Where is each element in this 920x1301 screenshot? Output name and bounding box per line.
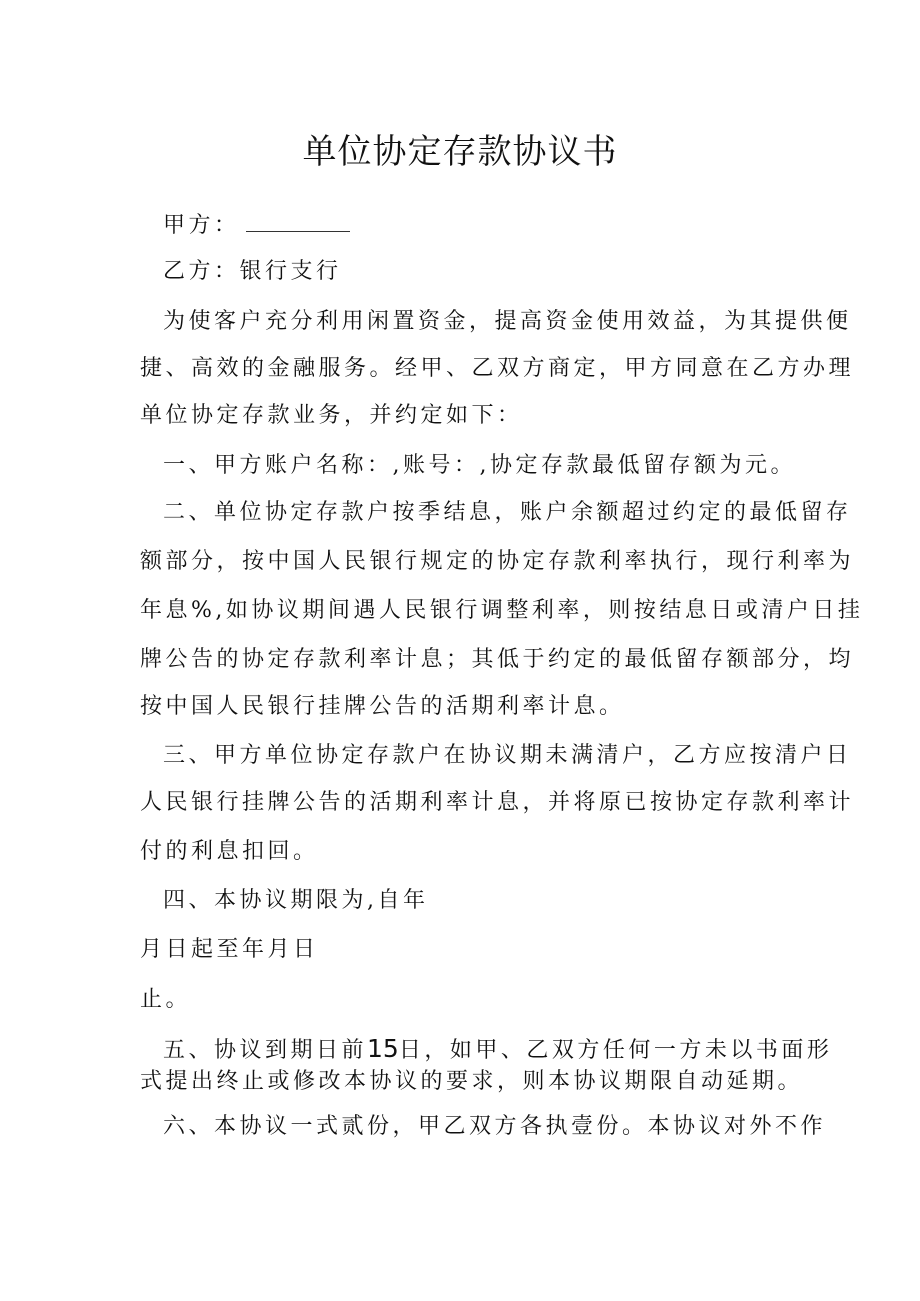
clause-5-line: 式提出终止或修改本协议的要求，则本协议期限自动延期。: [140, 1069, 804, 1094]
document-title: 单位协定存款协议书: [302, 132, 618, 172]
clause-2-line: 额部分，按中国人民银行规定的协定存款利率执行，现行利率为: [140, 549, 855, 574]
clause-2-line: 按中国人民银行挂牌公告的活期利率计息。: [140, 694, 625, 719]
party-a-line: [163, 210, 813, 242]
clause-2-line: 年息%,如协议期间遇人民银行调整利率，则按结息日或清户日挂: [140, 598, 864, 623]
party-a-blank-field: [246, 213, 350, 232]
party-b-line: 乙方：银行支行: [163, 259, 342, 284]
intro-line: 捷、高效的金融服务。经甲、乙双方商定，甲方同意在乙方办理: [140, 356, 855, 381]
clause-6-line: 六、本协议一式贰份，甲乙双方各执壹份。本协议对外不作: [163, 1114, 827, 1139]
clause-2-line: 牌公告的协定存款利率计息；其低于约定的最低留存额部分，均: [140, 647, 855, 672]
clause-3-line: 人民银行挂牌公告的活期利率计息，并将原已按协定存款利率计: [140, 790, 855, 815]
clause-3-line: 三、甲方单位协定存款户在协议期未满清户，乙方应按清户日: [163, 743, 852, 768]
clause-5-suffix: 日，如甲、乙双方任何一方未以书面形: [398, 1038, 833, 1063]
intro-line: 单位协定存款业务，并约定如下：: [140, 403, 523, 428]
clause-1-line: 一、甲方账户名称：,账号：,协定存款最低留存额为元。: [163, 453, 796, 478]
clause-5-line: [163, 1033, 833, 1067]
clause-4-line: 四、本协议期限为,自年: [163, 888, 429, 913]
clause-2-line: 二、单位协定存款户按季结息，账户余额超过约定的最低留存: [163, 500, 852, 525]
clause-3-line: 付的利息扣回。: [140, 839, 319, 864]
clause-5-days-number: 15: [367, 1034, 399, 1063]
clause-5-prefix: 五、协议到期日前: [163, 1038, 368, 1063]
party-a-label: 甲方：: [163, 213, 240, 238]
clause-4-line: 止。: [140, 987, 192, 1012]
intro-line: 为使客户充分利用闲置资金，提高资金使用效益，为其提供便: [163, 309, 852, 334]
clause-4-line: 月日起至年月日: [140, 937, 319, 962]
